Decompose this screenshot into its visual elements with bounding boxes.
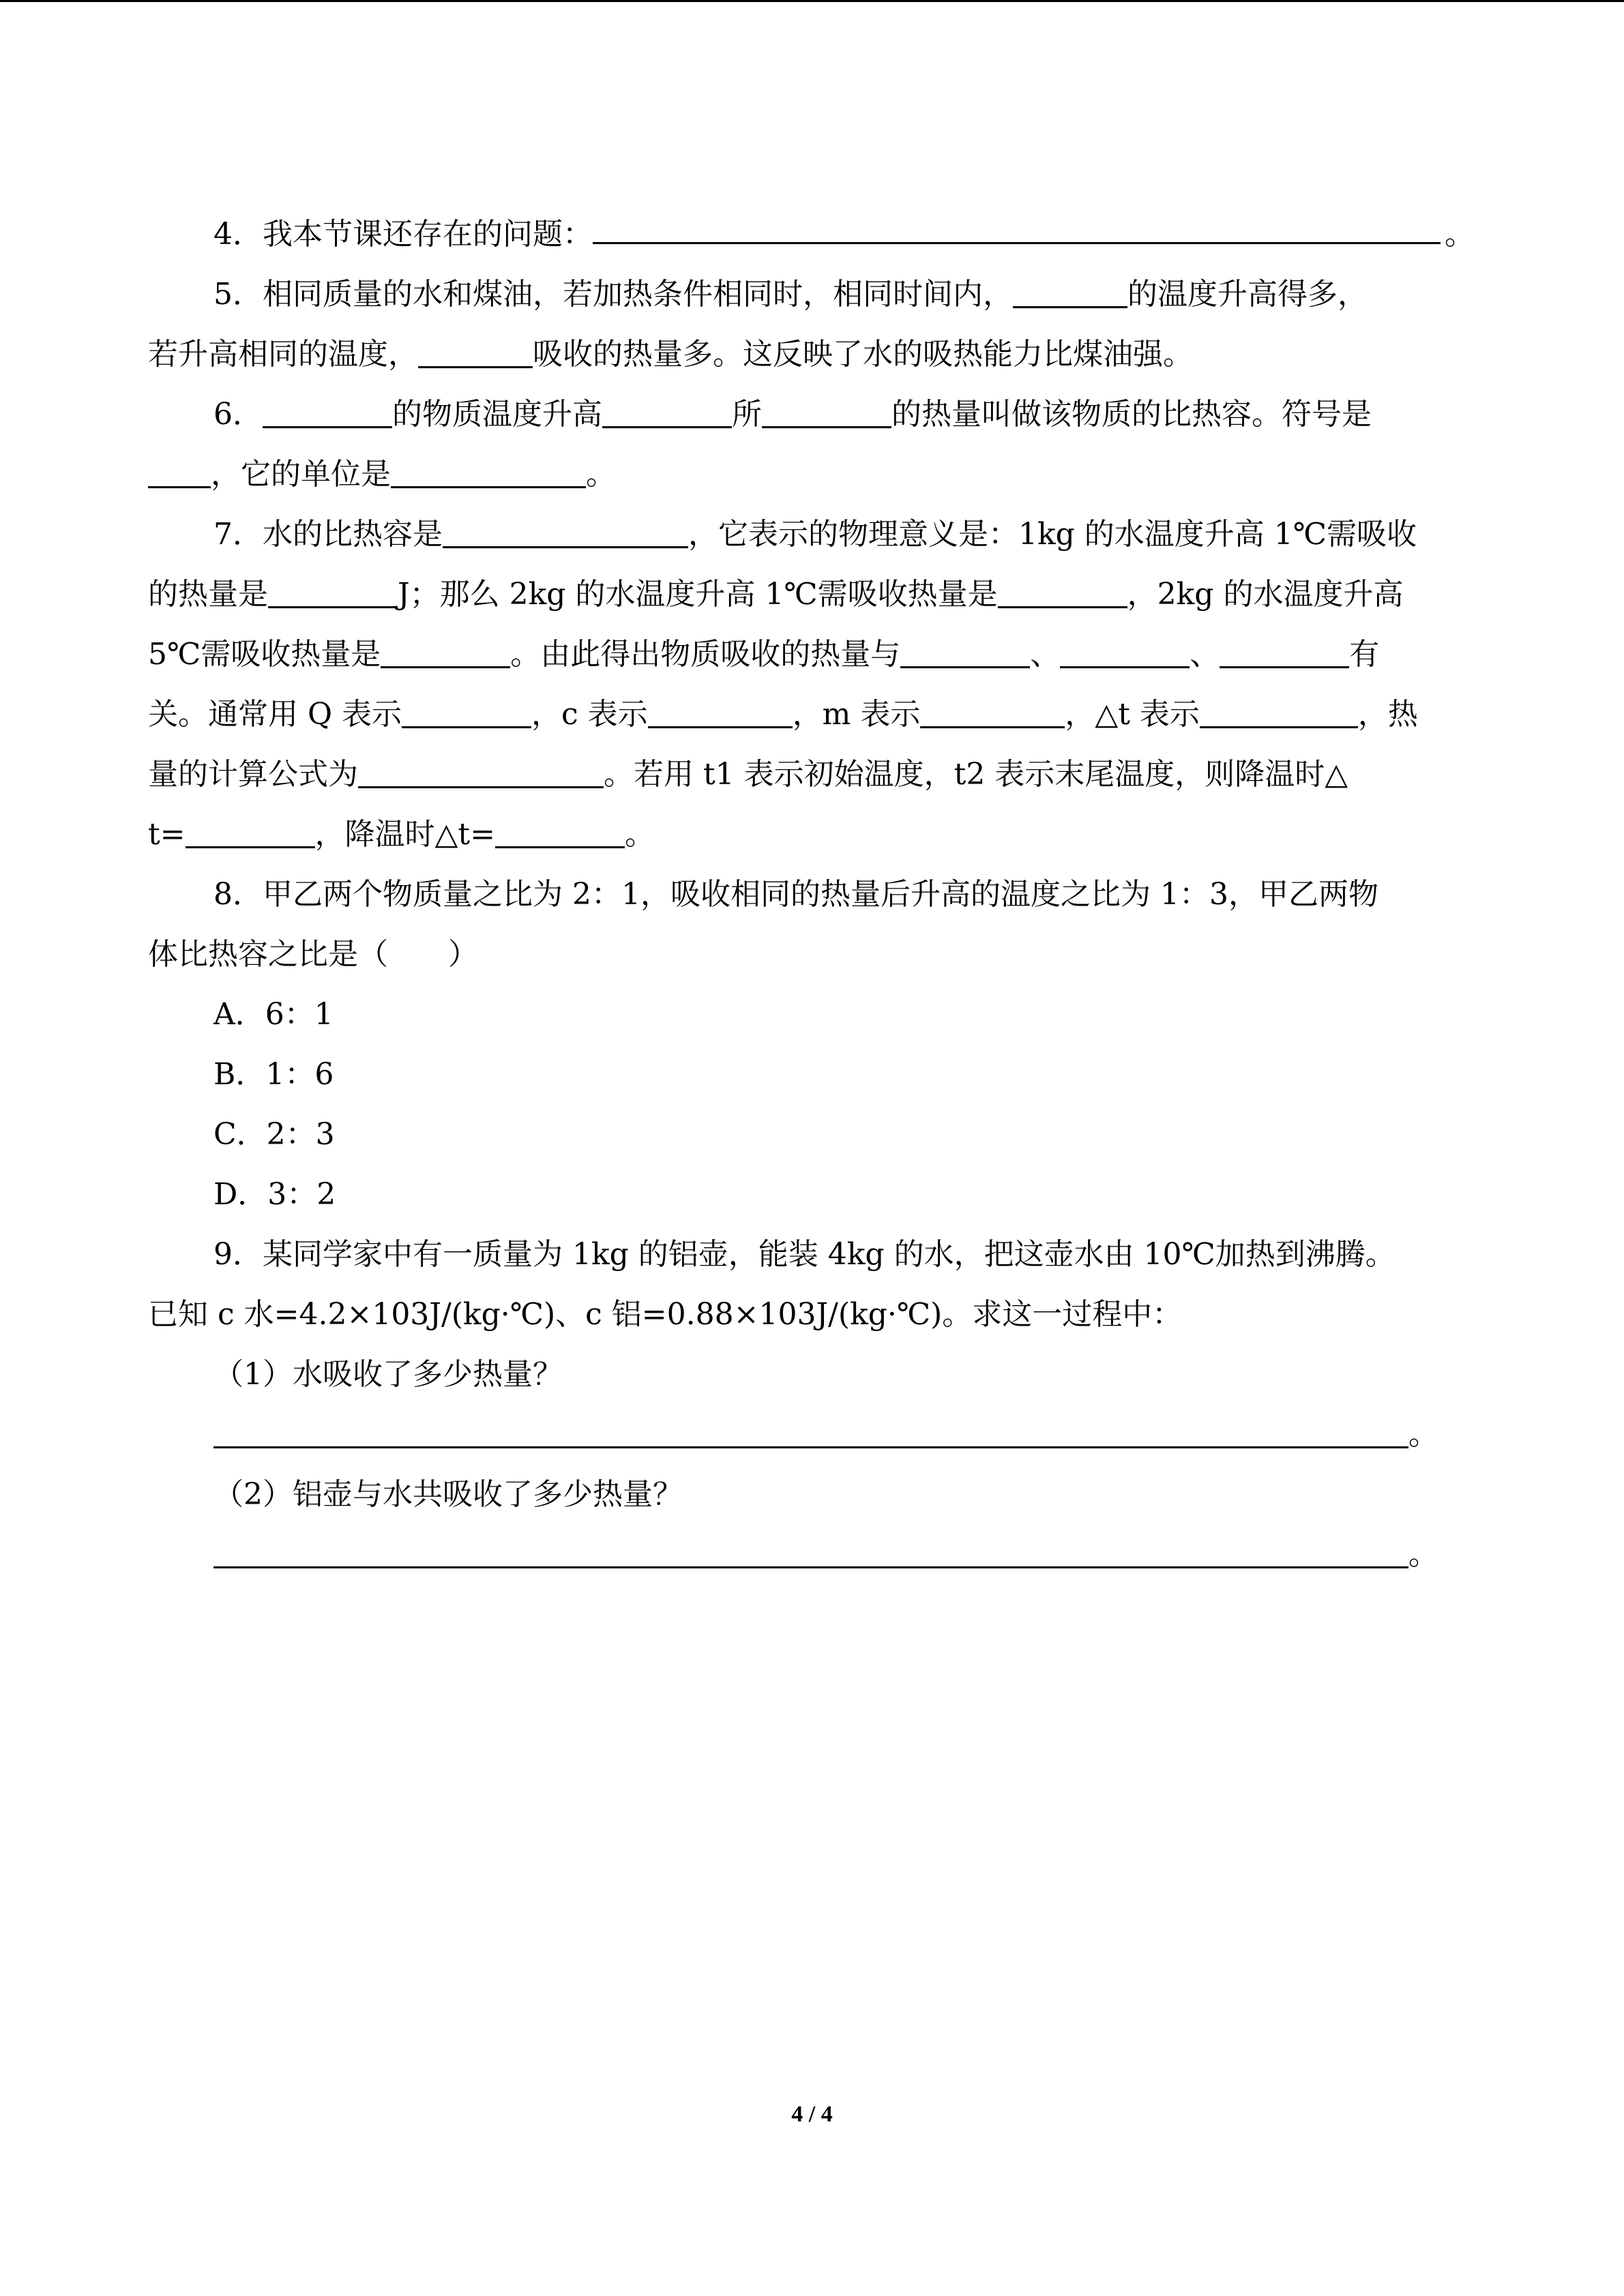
answer-blank[interactable] (900, 636, 1030, 668)
question-6-line-2 (148, 445, 1475, 505)
question-5-text: 5．相同质量的水和煤油，若加热条件相同时，相同时间内， (213, 277, 1013, 312)
question-8-line-1: 8．甲乙两个物质量之比为 2：1，吸收相同的热量后升高的温度之比为 1：3，甲乙两物 (213, 877, 1378, 912)
question-5-text: 若升高相同的温度， (148, 337, 418, 372)
answer-blank[interactable] (402, 696, 531, 728)
answer-blank[interactable] (263, 396, 392, 428)
question-7-text: 量的计算公式为 (148, 757, 358, 792)
worksheet-content (148, 205, 1475, 1585)
question-6-text: 的物质温度升高 (392, 397, 602, 432)
page-number: 4 / 4 (791, 2102, 833, 2127)
question-7-text: 关。通常用 Q 表示 (148, 697, 402, 732)
question-7-text: ，它表示的物理意义是：1kg 的水温度升高 1℃需吸收 (688, 517, 1417, 552)
question-7-text: ，m 表示 (792, 697, 921, 732)
question-7-text: 。若用 t1 表示初始温度，t2 表示末尾温度，则降温时△ (604, 757, 1348, 792)
question-4-end: 。 (1445, 217, 1475, 252)
question-7-text: ，△t 表示 (1065, 697, 1200, 732)
answer-blank[interactable] (443, 516, 688, 548)
question-9-answer-2 (148, 1525, 1475, 1585)
question-5-line-1 (148, 265, 1475, 325)
question-6-text: ，它的单位是 (211, 457, 391, 492)
question-8-line-2: 体比热容之比是（ ） (148, 937, 478, 972)
question-7-line-5 (148, 745, 1475, 805)
question-6-text: 所 (732, 397, 762, 432)
question-6-line-1 (148, 385, 1475, 445)
question-7-text: ，热 (1357, 697, 1418, 732)
answer-blank[interactable] (920, 696, 1065, 728)
answer-line[interactable] (213, 1536, 1408, 1568)
question-4-text: 4．我本节课还存在的问题： (213, 217, 593, 252)
option-a[interactable]: A．6：1 (213, 997, 334, 1032)
answer-line[interactable] (213, 1416, 1408, 1448)
question-9-line-2: 已知 c 水=4.2×103J/(kg·℃)、c 铝=0.88×103J/(kg·℃)。求这一过程中： (148, 1297, 1183, 1332)
option-b[interactable]: B．1：6 (213, 1057, 334, 1092)
question-5-text: 吸收的热量多。这反映了水的吸热能力比煤油强。 (533, 337, 1193, 372)
question-9-sub-2: （2）铝壶与水共吸收了多少热量？ (213, 1477, 683, 1512)
question-7-text: 、 (1190, 637, 1220, 672)
answer-blank[interactable] (1200, 696, 1358, 728)
answer-blank[interactable] (391, 456, 586, 488)
question-7-line-1 (148, 505, 1475, 565)
question-7-text: ，2kg 的水温度升高 (1127, 577, 1404, 612)
answer-end-mark: 。 (1408, 1537, 1438, 1572)
answer-blank[interactable] (998, 576, 1127, 608)
question-7-line-4 (148, 685, 1475, 745)
question-5-line-2 (148, 325, 1475, 385)
question-7-line-2 (148, 565, 1475, 625)
answer-blank[interactable] (495, 816, 625, 848)
question-7-text: 、 (1030, 637, 1061, 672)
question-4 (148, 205, 1475, 265)
answer-blank[interactable] (1013, 276, 1127, 308)
question-9-line-1: 9．某同学家中有一质量为 1kg 的铝壶，能装 4kg 的水，把这壶水由 10℃加热到沸腾。 (213, 1237, 1396, 1272)
answer-blank[interactable] (648, 696, 793, 728)
answer-blank[interactable] (381, 636, 510, 668)
answer-blank[interactable] (418, 336, 533, 368)
answer-blank[interactable] (268, 576, 398, 608)
question-6-text: 的热量叫做该物质的比热容。符号是 (891, 397, 1372, 432)
question-7-text: t= (148, 817, 186, 852)
option-d[interactable]: D．3：2 (213, 1177, 336, 1212)
question-7-text: ，c 表示 (531, 697, 648, 732)
answer-blank[interactable] (148, 456, 211, 488)
question-6-text: 6． (213, 397, 263, 432)
answer-blank[interactable] (186, 816, 315, 848)
question-7-text: J；那么 2kg 的水温度升高 1℃需吸收热量是 (398, 577, 998, 612)
question-7-text: 7．水的比热容是 (213, 517, 443, 552)
question-7-text: 。 (624, 817, 655, 852)
answer-blank[interactable] (358, 756, 604, 788)
option-c[interactable]: C．2：3 (213, 1117, 335, 1152)
question-7-line-3 (148, 625, 1475, 685)
answer-end-mark: 。 (1408, 1417, 1438, 1452)
question-7-text: 。由此得出物质吸收的热量与 (510, 637, 901, 672)
top-border (0, 0, 1624, 2)
question-7-line-6 (148, 805, 1475, 865)
question-9-answer-1 (148, 1405, 1475, 1465)
question-9-sub-1: （1）水吸收了多少热量？ (213, 1357, 563, 1392)
answer-blank[interactable] (762, 396, 891, 428)
question-5-text: 的温度升高得多， (1127, 277, 1368, 312)
answer-blank[interactable] (602, 396, 732, 428)
answer-blank[interactable] (593, 212, 1441, 244)
answer-blank[interactable] (1220, 636, 1349, 668)
question-7-text: ，降温时△t= (314, 817, 495, 852)
answer-blank[interactable] (1060, 636, 1190, 668)
question-7-text: 的热量是 (148, 577, 268, 612)
question-6-text: 。 (586, 457, 616, 492)
question-7-text: 有 (1349, 637, 1380, 672)
question-7-text: 5℃需吸收热量是 (148, 637, 381, 672)
